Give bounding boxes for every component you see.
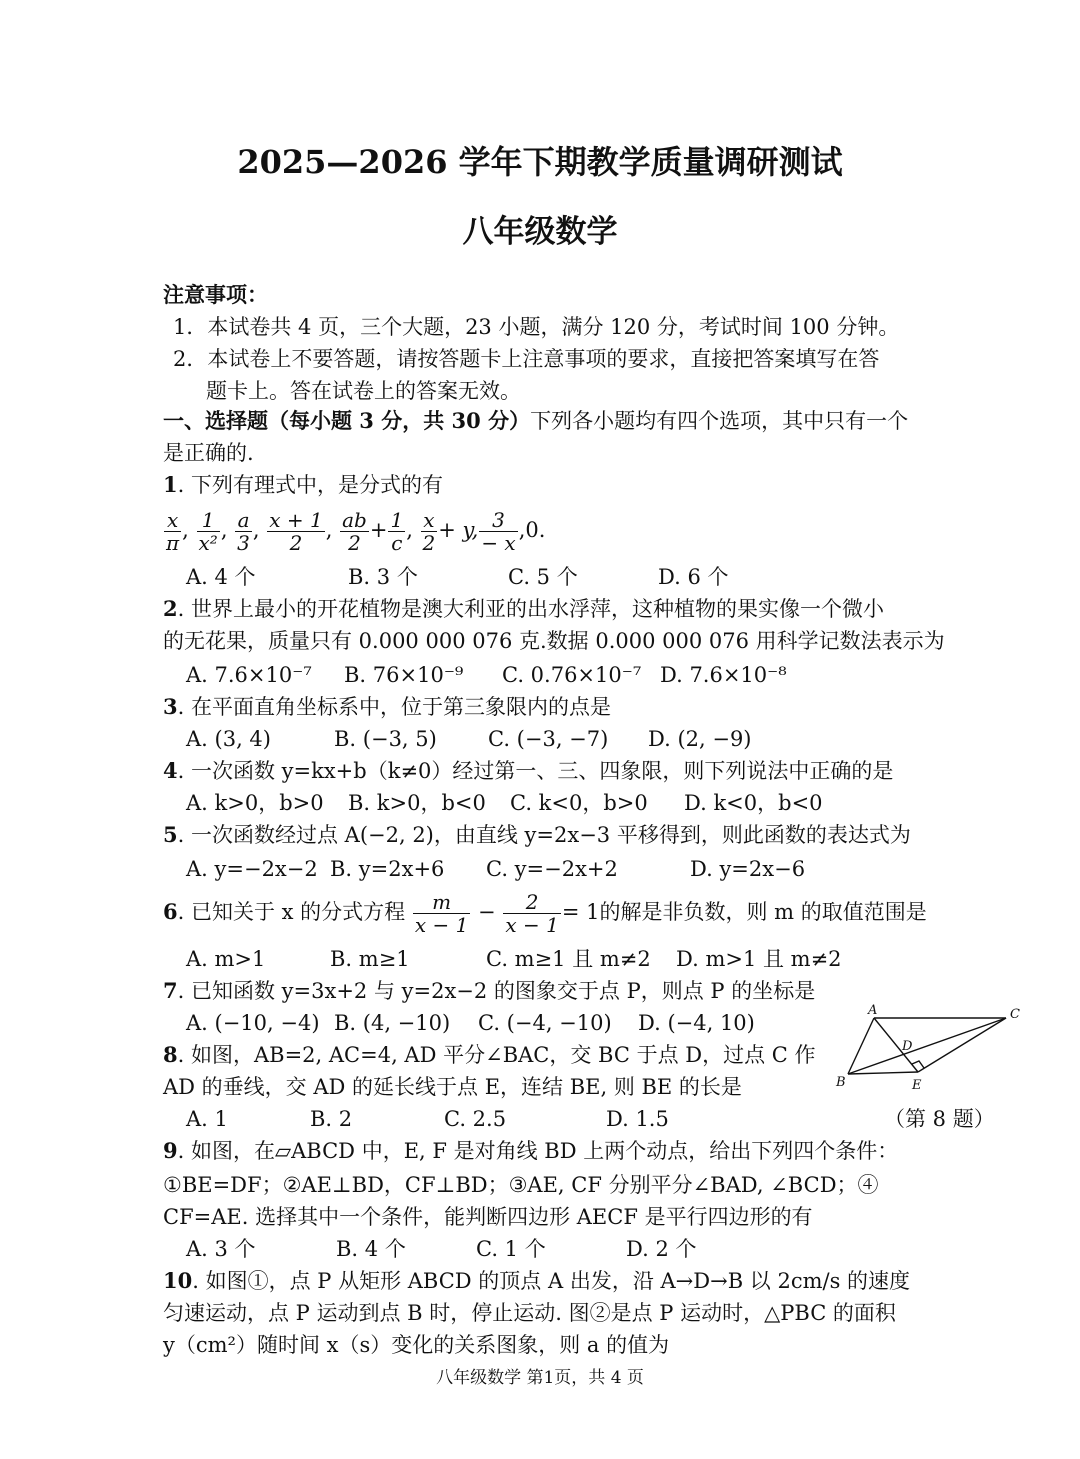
question-2-stem — [163, 594, 884, 624]
label-e: E — [912, 1078, 922, 1093]
question-4-options — [186, 788, 823, 818]
question-4-stem — [163, 756, 893, 786]
operator: + y, — [438, 518, 479, 542]
question-9-options — [186, 1234, 696, 1264]
operator: + — [369, 518, 388, 542]
question-number: 8 — [163, 1042, 178, 1067]
label-d: D — [902, 1039, 913, 1054]
label-c: C — [1010, 1007, 1020, 1022]
question-number: 10 — [163, 1268, 193, 1293]
page-footer: 八年级数学 第1页，共 4 页 — [436, 1368, 644, 1388]
option-c[interactable]: C. (−3, −7) — [488, 727, 609, 751]
option-d[interactable]: D. k<0，b<0 — [684, 791, 823, 815]
option-d[interactable]: D. 7.6×10⁻⁸ — [660, 663, 787, 687]
question-number: 9 — [163, 1138, 178, 1163]
question-text: . 如图①，点 P 从矩形 ABCD 的顶点 A 出发，沿 A→D→B 以 2cm/s 的速度 — [192, 1269, 911, 1293]
section1-heading-line — [163, 406, 908, 436]
section1-desc: 下列各小题均有四个选项，其中只有一个 — [530, 409, 909, 433]
option-a[interactable]: A. k>0，b>0 — [186, 791, 324, 815]
question-text: . 一次函数经过点 A(−2, 2)，由直线 y=2x−3 平移得到，则此函数的表达式为 — [177, 823, 911, 847]
fraction: $\frac{2}{x - 1}$ — [505, 890, 559, 937]
option-c[interactable]: C. k<0，b>0 — [510, 791, 648, 815]
question-number: 7 — [163, 978, 178, 1003]
question-10-stem — [163, 1266, 910, 1296]
option-b[interactable]: B. m≥1 — [330, 947, 410, 971]
option-b[interactable]: B. 3 个 — [348, 565, 418, 589]
question-3-stem — [163, 692, 611, 722]
question-text: . 已知函数 y=3x+2 与 y=2x−2 的图象交于点 P，则点 P 的坐标是 — [177, 979, 816, 1003]
question-8-caption: （第 8 题） — [884, 1107, 995, 1131]
option-d[interactable]: D. (2, −9) — [648, 727, 752, 751]
question-7-stem — [163, 976, 815, 1006]
option-b[interactable]: B. k>0，b<0 — [348, 791, 486, 815]
question-8-figure — [828, 1000, 1028, 1100]
option-a[interactable]: A. 3 个 — [186, 1237, 256, 1261]
question-7-options — [186, 1008, 755, 1038]
option-c[interactable]: C. 1 个 — [476, 1237, 546, 1261]
option-c[interactable]: C. 5 个 — [508, 565, 578, 589]
question-text: . 如图，在▱ABCD 中，E, F 是对角线 BD 上两个动点，给出下列四个条件： — [177, 1139, 899, 1163]
question-text: . 下列有理式中，是分式的有 — [177, 473, 443, 497]
question-number: 5 — [163, 822, 178, 847]
option-d[interactable]: D. 6 个 — [658, 565, 729, 589]
question-text: . 在平面直角坐标系中，位于第三象限内的点是 — [177, 695, 611, 719]
question-10-stem-cont2: y（cm²）随时间 x（s）变化的关系图象，则 a 的值为 — [163, 1333, 670, 1357]
fraction: $\frac{1}{c}$ — [390, 508, 404, 555]
exam-title: 2025—2026 学年下期教学质量调研测试 — [237, 143, 843, 181]
notice-item-1: 1．本试卷共 4 页，三个大题，23 小题，满分 120 分，考试时间 100 分钟。 — [173, 315, 900, 339]
option-a[interactable]: A. 4 个 — [186, 565, 256, 589]
question-2-stem-cont: 的无花果，质量只有 0.000 000 076 克.数据 0.000 000 076 用科学记数法表示为 — [163, 629, 945, 653]
question-3-options — [186, 724, 752, 754]
expr-tail: ,0. — [518, 518, 546, 542]
notice-item-2-cont: 题卡上。答在试卷上的答案无效。 — [206, 379, 521, 403]
question-text: . 世界上最小的开花植物是澳大利亚的出水浮萍，这种植物的果实像一个微小 — [177, 597, 884, 621]
operator: − — [478, 900, 496, 924]
label-b: B — [836, 1075, 846, 1090]
fraction: $\frac{x + 1}{2}$ — [269, 508, 323, 555]
question-8-options — [186, 1104, 669, 1134]
question-number: 6 — [163, 899, 178, 924]
fraction: $\frac{ab}{2}$ — [342, 508, 367, 555]
option-a[interactable]: A. (3, 4) — [186, 727, 271, 751]
option-b[interactable]: B. (−3, 5) — [334, 727, 437, 751]
section1-desc-cont: 是正确的. — [163, 441, 254, 465]
option-b[interactable]: B. y=2x+6 — [330, 857, 445, 881]
fraction: $\frac{3}{- x}$ — [481, 508, 516, 555]
option-d[interactable]: D. (−4, 10) — [638, 1011, 755, 1035]
option-a[interactable]: A. m>1 — [186, 947, 266, 971]
label-a: A — [868, 1003, 878, 1018]
option-c[interactable]: C. m≥1 且 m≠2 — [486, 947, 651, 971]
notice-heading: 注意事项： — [163, 282, 268, 307]
option-a[interactable]: A. 7.6×10⁻⁷ — [186, 663, 312, 687]
question-1-options — [186, 562, 728, 592]
question-9-stem-cont1: ①BE=DF；②AE⊥BD，CF⊥BD；③AE, CF 分别平分∠BAD, ∠BCD；④ — [163, 1173, 879, 1197]
notice-item-2: 2．本试卷上不要答题，请按答题卡上注意事项的要求，直接把答案填写在答 — [173, 347, 880, 371]
option-d[interactable]: D. y=2x−6 — [690, 857, 806, 881]
fraction: $\frac{1}{\text{x²}}$ — [198, 508, 218, 555]
question-10-stem-cont1: 匀速运动，点 P 运动到点 B 时，停止运动. 图②是点 P 运动时，△PBC 的面积 — [163, 1301, 896, 1325]
fraction: $\frac{x}{\pi}$ — [166, 508, 180, 555]
question-text: . 如图，AB=2, AC=4, AD 平分∠BAC，交 BC 于点 D，过点 C 作 — [177, 1043, 816, 1067]
option-c[interactable]: C. 2.5 — [444, 1107, 507, 1131]
question-text: . 一次函数 y=kx+b（k≠0）经过第一、三、四象限，则下列说法中正确的是 — [177, 759, 894, 783]
option-c[interactable]: C. (−4, −10) — [478, 1011, 612, 1035]
fraction: $\frac{x}{2}$ — [422, 508, 436, 555]
question-number: 2 — [163, 596, 178, 621]
question-number: 1 — [163, 472, 178, 497]
question-5-stem — [163, 820, 911, 850]
question-1-expressions: $\frac{x}{\pi}$ , $\frac{1}{\text{x²}}$ , $\frac{a}{3}$ , $\frac{x + 1}{2}$ , $\frac{ab}{2}$ + $\frac{1}{c}$ , $\frac{x}{2}$ + y, $\frac{3}{- x}$ ,0. — [166, 508, 546, 555]
exam-subtitle: 八年级数学 — [462, 214, 618, 250]
question-number: 3 — [163, 694, 178, 719]
section1-heading: 一、选择题（每小题 3 分，共 30 分） — [163, 408, 531, 433]
question-9-stem-cont2: CF=AE. 选择其中一个条件，能判断四边形 AECF 是平行四边形的有 — [163, 1205, 813, 1229]
segment-bc — [848, 1018, 1006, 1074]
question-2-options — [186, 660, 787, 690]
question-9-stem — [163, 1136, 898, 1166]
segment-be — [848, 1072, 918, 1074]
option-d[interactable]: D. m>1 且 m≠2 — [676, 947, 842, 971]
option-c[interactable]: C. y=−2x+2 — [486, 857, 618, 881]
option-a[interactable]: A. y=−2x−2 — [186, 857, 318, 881]
question-5-options — [186, 854, 805, 884]
fraction: $\frac{m}{x - 1}$ — [414, 890, 469, 937]
question-text: = 1的解是非负数，则 m 的取值范围是 — [561, 900, 927, 924]
option-a[interactable]: A. (−10, −4) — [186, 1011, 320, 1035]
question-8-stem-cont: AD 的垂线，交 AD 的延长线于点 E，连结 BE, 则 BE 的长是 — [163, 1075, 742, 1099]
option-b[interactable]: B. 2 — [310, 1107, 353, 1131]
option-b[interactable]: B. (4, −10) — [334, 1011, 451, 1035]
question-6-stem — [163, 882, 927, 942]
option-d[interactable]: D. 1.5 — [606, 1107, 669, 1131]
question-text: . 已知关于 x 的分式方程 — [177, 900, 406, 924]
fraction: $\frac{a}{3}$ — [237, 508, 250, 555]
option-c[interactable]: C. 0.76×10⁻⁷ — [502, 663, 642, 687]
option-d[interactable]: D. 2 个 — [626, 1237, 697, 1261]
option-b[interactable]: B. 4 个 — [336, 1237, 406, 1261]
question-8-stem — [163, 1040, 816, 1070]
option-b[interactable]: B. 76×10⁻⁹ — [344, 663, 464, 687]
option-a[interactable]: A. 1 — [186, 1107, 228, 1131]
question-1-stem — [163, 470, 443, 500]
question-6-options — [186, 944, 842, 974]
question-number: 4 — [163, 758, 178, 783]
